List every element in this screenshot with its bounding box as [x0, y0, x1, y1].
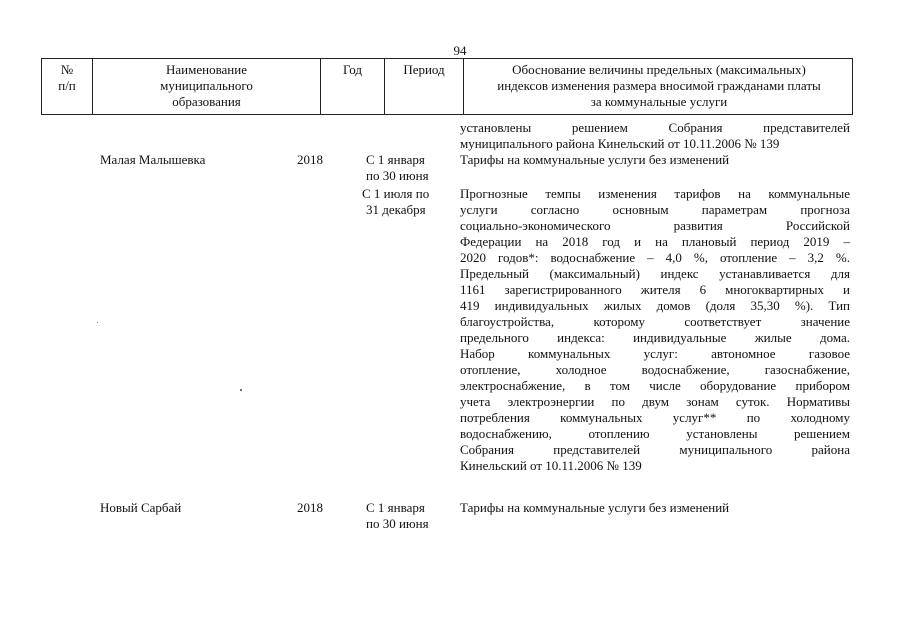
header-period: Период [384, 59, 463, 114]
continuation-text: установлены решением Собрания представителей муниципального района Кинельский от 10.11.2006 № 139 [460, 120, 850, 151]
row1-name: Малая Малышевка [100, 152, 206, 167]
row2-period1: С 1 января по 30 июня [366, 500, 429, 531]
page-number: 94 [453, 43, 467, 58]
row1-period1: С 1 января по 30 июня [366, 152, 429, 183]
header-justification: Обоснование величины предельных (максимальных) индексов изменения размера вносимой гражданами платы за коммунальные услуги [463, 59, 854, 114]
row1-text2: Прогнозные темпы изменения тарифов на коммунальные услуги согласно основным параметрам прогноза социально-экономического развития Российской Федерации на 2018 год и на плановый период 2019 – 2020 годов*: водоснабжение – 4,0 %, отопление – 3,2 %. Предельный (максимальный) индекс устанавливается для 1161 зарегистрированного жителя 6 многоквартирных и 419 индивидуальных жилых домов (доля 35,30 %). Тип благоустройства, которому соответствует значение предельного индекса: индивидуальные жилые дома. Набор коммунальных услуг: автономное газовое отопление, холодное водоснабжение, газоснабжение, электроснабжение, в том числе оборудование прибором учета электроэнергии по двум зонам суток. Нормативы потребления коммунальных услуг** по холодному водоснабжению, отоплению установлены решением Собрания представителей муниципального района Кинельский от 10.11.2006 № 139 [460, 186, 850, 473]
header-number: № п/п [58, 62, 76, 93]
row1-year: 2018 [297, 152, 323, 167]
row2-text1: Тарифы на коммунальные услуги без изменений [460, 500, 730, 515]
header-name: Наименование муниципального образования [92, 59, 320, 114]
row2-year: 2018 [297, 500, 323, 515]
header-year: Год [320, 59, 384, 114]
table-header [41, 58, 853, 115]
row1-period2: С 1 июля по 31 декабря [362, 186, 430, 217]
scan-speck [240, 389, 242, 391]
scan-speck [97, 322, 98, 323]
row1-text1: Тарифы на коммунальные услуги без изменений [460, 152, 730, 167]
row2-name: Новый Сарбай [100, 500, 182, 515]
